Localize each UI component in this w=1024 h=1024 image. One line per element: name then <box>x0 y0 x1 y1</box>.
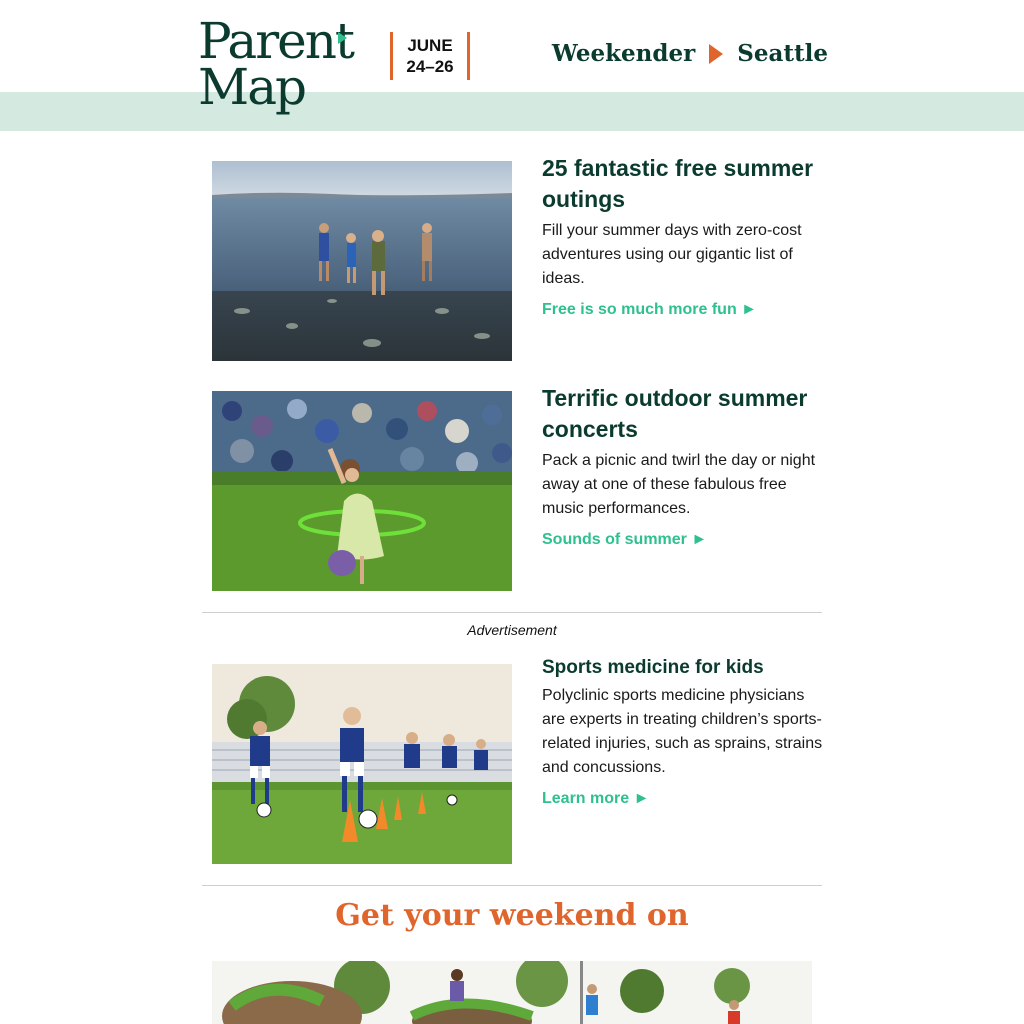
ad-title[interactable]: Sports medicine for kids <box>542 657 764 678</box>
parentmap-logo[interactable] <box>198 12 353 116</box>
story-link[interactable]: Free is so much more fun ► <box>542 301 757 318</box>
divider <box>202 612 822 613</box>
playground-photo <box>212 961 812 1024</box>
date-range: 24–26 <box>406 57 454 76</box>
section-heading: Get your weekend on <box>335 898 689 933</box>
logo-line-2: Map <box>198 58 306 116</box>
story-image-beach-kids[interactable] <box>212 161 512 361</box>
story-link[interactable]: Sounds of summer ► <box>542 531 708 548</box>
edition-title <box>552 40 828 67</box>
ad-sports-medicine <box>212 657 824 864</box>
soccer-kids-photo <box>212 664 512 864</box>
beach-kids-photo <box>212 161 512 361</box>
story-text <box>542 153 827 319</box>
ad-image-soccer-kids[interactable] <box>212 664 512 864</box>
story-free-outings <box>212 155 824 361</box>
edition-city: Seattle <box>737 40 828 67</box>
story-text <box>542 383 827 549</box>
play-arrow-icon <box>709 44 723 64</box>
advertisement-label: Advertisement <box>467 622 557 638</box>
playground-image[interactable] <box>212 961 812 1024</box>
date-badge <box>390 32 470 80</box>
logo-triangle-icon <box>338 32 347 44</box>
story-summary: Fill your summer days with zero-cost adventures using our gigantic list of ideas. <box>542 222 802 287</box>
ad-summary: Polyclinic sports medicine physicians are experts in treating children’s sports-related injuries, such as sprains, strains and concussions. <box>542 687 823 776</box>
story-title[interactable]: Terrific outdoor summer concerts <box>542 385 808 442</box>
concert-crowd-photo <box>212 391 512 591</box>
story-summer-concerts <box>212 385 824 591</box>
story-image-hula-hoop[interactable] <box>212 391 512 591</box>
divider <box>202 885 822 886</box>
ad-text <box>542 656 827 808</box>
ad-link[interactable]: Learn more ► <box>542 790 650 807</box>
edition-name: Weekender <box>551 40 696 67</box>
story-title[interactable]: 25 fantastic free summer outings <box>542 155 814 212</box>
date-month: JUNE <box>407 36 453 55</box>
story-summary: Pack a picnic and twirl the day or night away at one of these fabulous free music performances. <box>542 452 816 517</box>
logo-line-1: Parent <box>198 12 353 70</box>
newsletter-header <box>0 0 1024 131</box>
